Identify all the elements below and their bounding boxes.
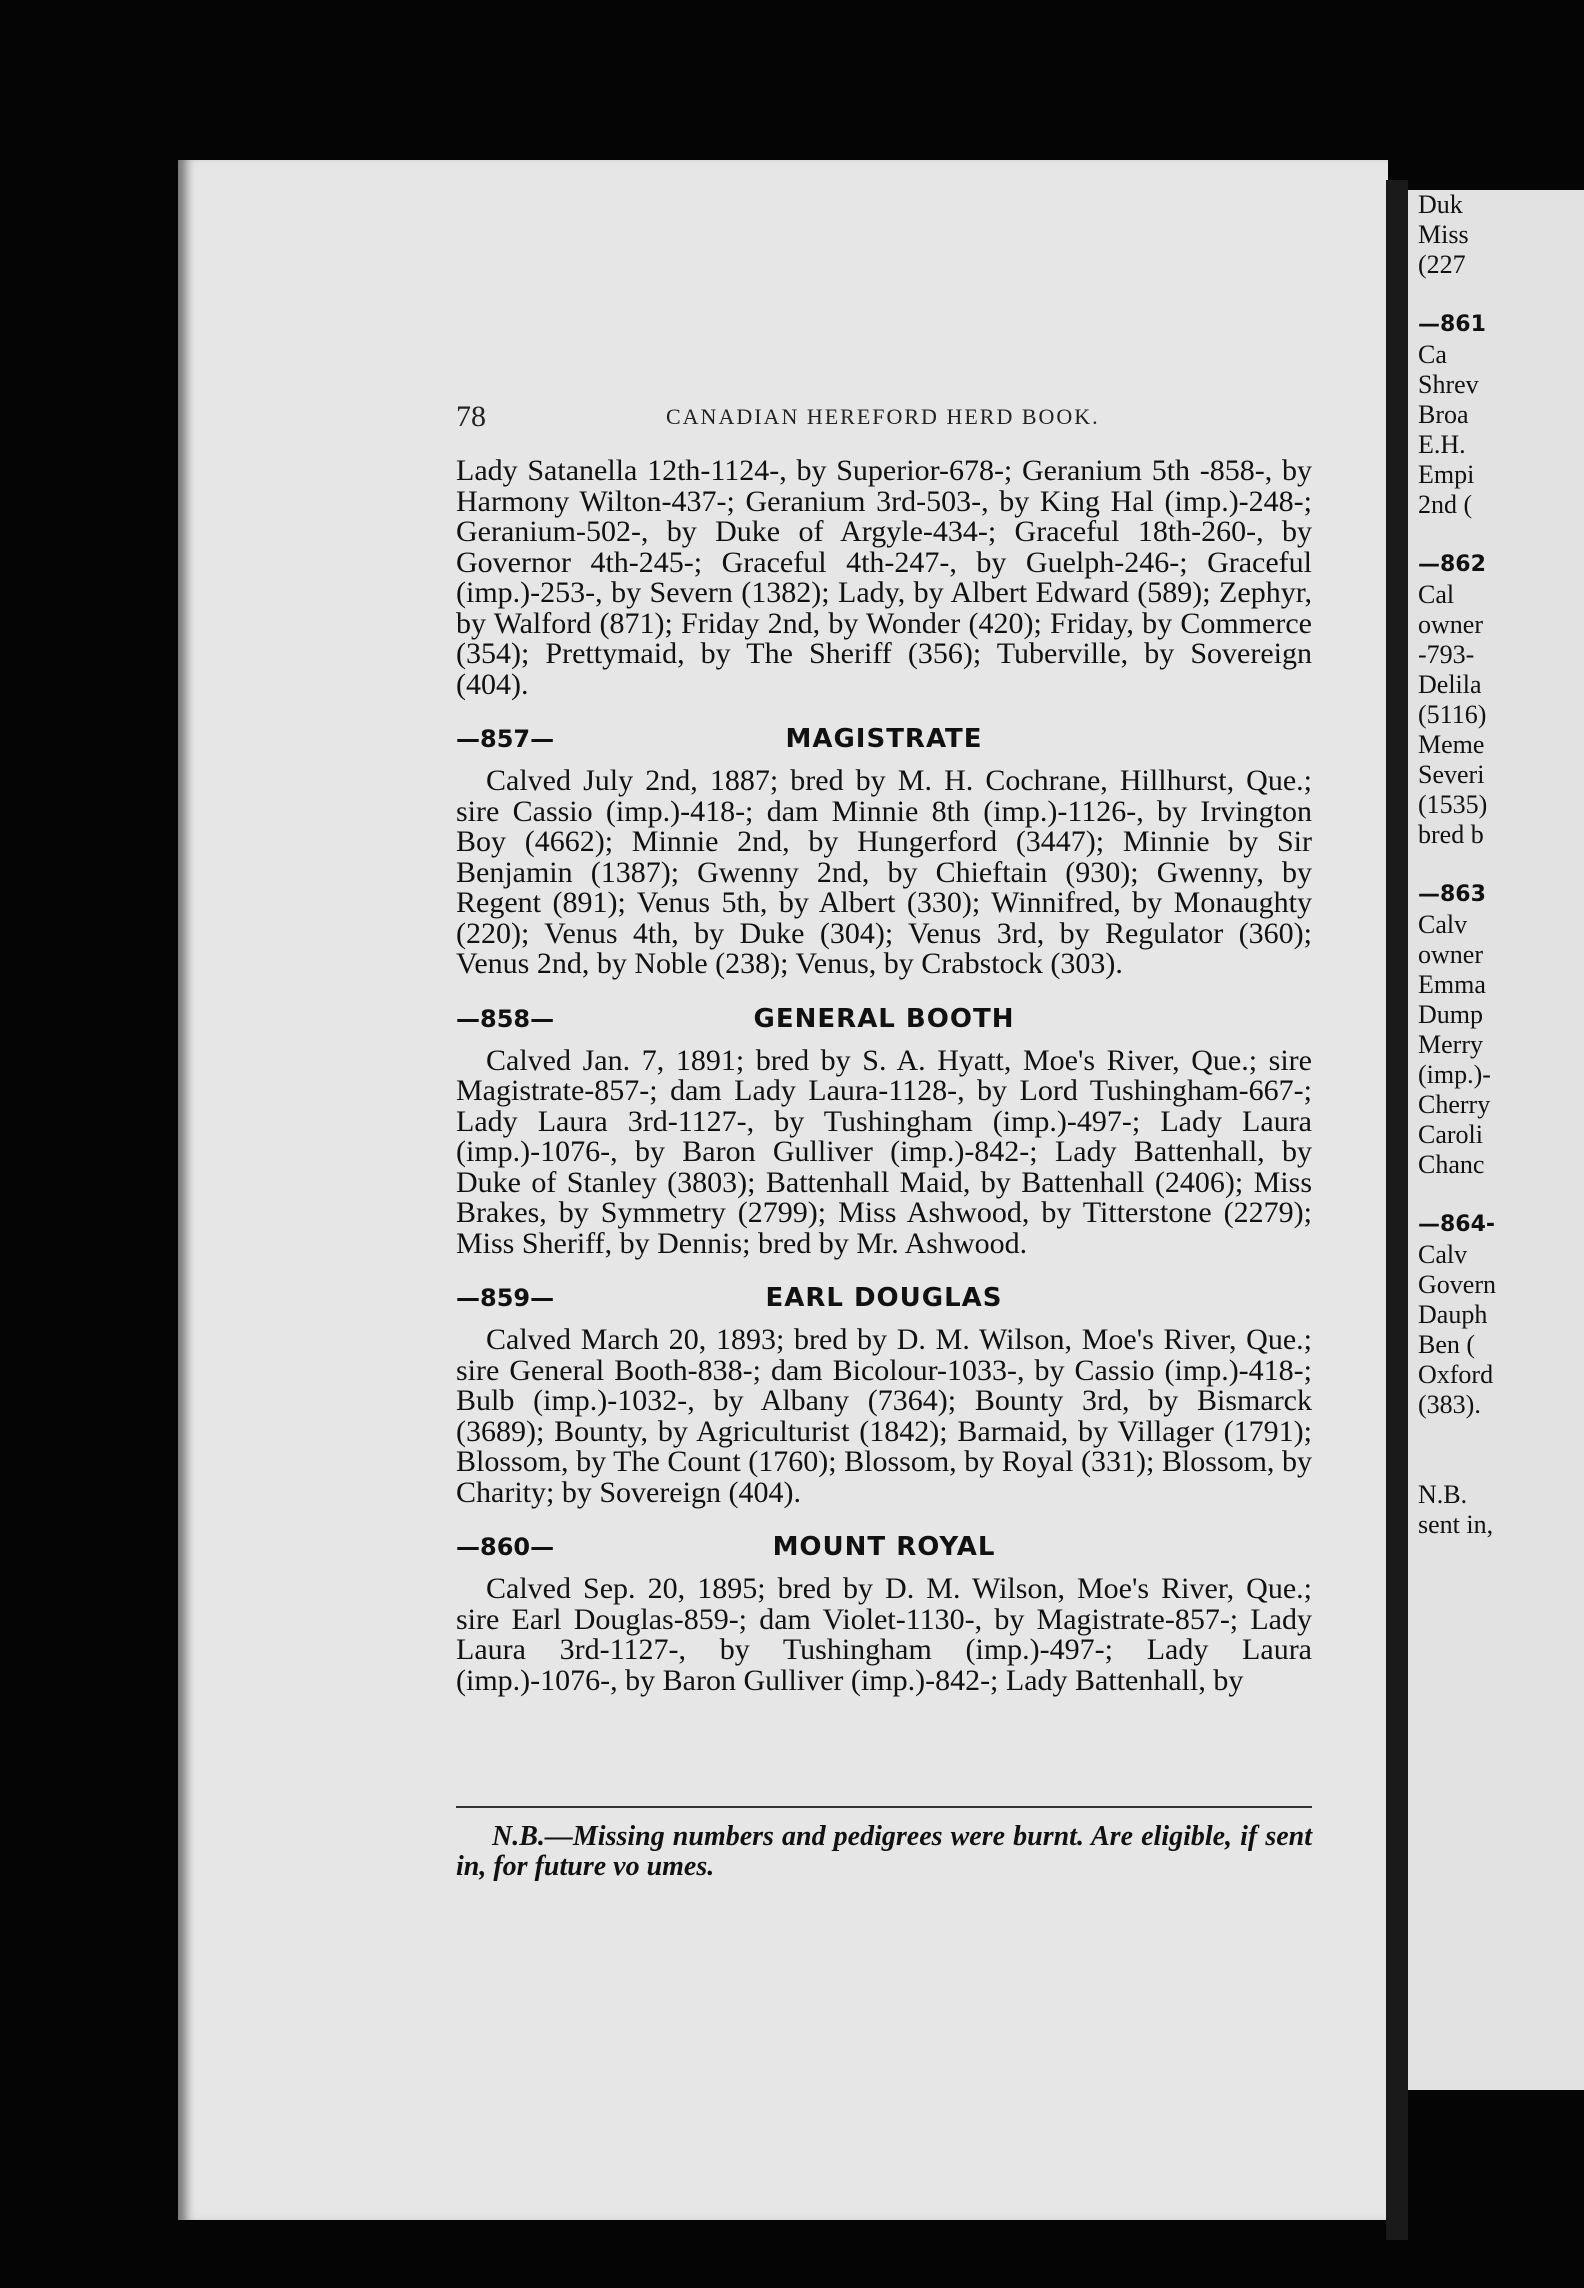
- right-page-line: E.H.: [1418, 430, 1466, 459]
- entry-text: Calved March 20, 1893; bred by D. M. Wilson, Moe's River, Que.; sire General Booth-838-; dam Bicolour-1033-, by Cassio (imp.)-418-; Bulb (imp.)-1032-, by Albany (7364); Bounty 3rd, by Bismarck (3689); Bounty, by Agriculturist (1842); Barmaid, by Villager (1791); Blossom, by The Count (1760); Blossom, by Royal (331); Blossom, by Charity; by Sovereign (404).: [456, 1323, 1312, 1509]
- entry-heading: [456, 1004, 1312, 1034]
- right-page-line: Cherry: [1418, 1090, 1491, 1119]
- right-page-line: [1418, 1420, 1584, 1450]
- right-page-line: Miss: [1418, 220, 1469, 249]
- right-page-line: Ca: [1418, 340, 1447, 369]
- right-page-line: —862: [1418, 552, 1486, 577]
- right-page-line: [1418, 850, 1584, 880]
- right-page-line: (383).: [1418, 1390, 1481, 1419]
- right-page-line: 2nd (: [1418, 490, 1473, 519]
- right-page-line: owner: [1418, 610, 1483, 639]
- body-text: [456, 456, 1312, 1696]
- right-page-line: sent in,: [1418, 1510, 1494, 1539]
- running-head: CANADIAN HEREFORD HERD BOOK.: [666, 404, 1100, 429]
- right-page-line: Emma: [1418, 970, 1486, 999]
- right-page-line: Govern: [1418, 1270, 1496, 1299]
- right-page-line: Oxford: [1418, 1360, 1494, 1389]
- right-page-line: Merry: [1418, 1030, 1483, 1059]
- right-page-line: [1418, 280, 1584, 310]
- right-page-line: Chanc: [1418, 1150, 1485, 1179]
- entry-text: Calved Sep. 20, 1895; bred by D. M. Wilson, Moe's River, Que.; sire Earl Douglas-859-; dam Violet-1130-, by Magistrate-857-; Lady Laura 3rd-1127-, by Tushingham (imp.)-497-; Lady Laura (imp.)-1076-, by Baron Gulliver (imp.)-842-; Lady Battenhall, by: [456, 1572, 1312, 1697]
- right-page-line: (1535): [1418, 790, 1488, 819]
- intro-paragraph: Lady Satanella 12th-1124-, by Superior-678-; Geranium 5th -858-, by Harmony Wilton-437-; Geranium 3rd-503-, by King Hal (imp.)-248-; Geranium-502-, by Duke of Argyle-434-; Graceful 18th-260-, by Governor 4th-245-; Graceful 4th-247-, by Guelph-246-; Graceful (imp.)-253-, by Severn (1382); Lady, by Albert Edward (589); Zephyr, by Walford (871); Friday 2nd, by Wonder (420); Friday, by Commerce (354); Prettymaid, by The Sheriff (356); Tuberville, by Sovereign (404).: [456, 454, 1312, 701]
- entry-number: —859—: [456, 1284, 555, 1312]
- right-page-line: Cal: [1418, 580, 1455, 609]
- entry-name: GENERAL BOOTH: [753, 1003, 1015, 1034]
- right-page-line: Caroli: [1418, 1120, 1483, 1149]
- entry-number: —858—: [456, 1004, 555, 1033]
- entry-name: MOUNT ROYAL: [772, 1532, 996, 1562]
- right-page-line: -793-: [1418, 640, 1475, 669]
- entry-heading: [456, 1283, 1312, 1313]
- book-gutter: [1386, 180, 1408, 2240]
- right-page-line: —864-: [1418, 1212, 1496, 1237]
- entry-number: —860—: [456, 1533, 555, 1561]
- right-page-line: [1418, 520, 1584, 550]
- page-number: 78: [456, 400, 486, 433]
- entry-name: MAGISTRATE: [785, 724, 983, 754]
- right-page-line: [1418, 1450, 1584, 1480]
- entry-name: EARL DOUGLAS: [765, 1283, 1003, 1313]
- right-page-line: (227: [1418, 250, 1466, 279]
- entry-text: Calved July 2nd, 1887; bred by M. H. Cochrane, Hillhurst, Que.; sire Cassio (imp.)-418-; dam Minnie 8th (imp.)-1126-, by Irvington Boy (4662); Minnie 2nd, by Hungerford (3447); Minnie by Sir Benjamin (1387); Gwenny 2nd, by Chieftain (930); Gwenny, by Regent (891); Venus 5th, by Albert (330); Winnifred, by Monaughty (220); Venus 4th, by Duke (304); Venus 3rd, by Regulator (360); Venus 2nd, by Noble (238); Venus, by Crabstock (303).: [456, 764, 1312, 980]
- right-page-line: Dauph: [1418, 1300, 1488, 1329]
- right-page-fragments: [1418, 190, 1584, 1540]
- right-page-line: Ben (: [1418, 1330, 1476, 1359]
- right-page-line: owner: [1418, 940, 1483, 969]
- right-page-line: Delila: [1418, 670, 1482, 699]
- right-page-line: (5116): [1418, 700, 1487, 729]
- entry-heading: [456, 1532, 1312, 1562]
- entry-number: —857—: [456, 725, 555, 753]
- right-page-line: Empi: [1418, 460, 1475, 489]
- right-page-line: —863: [1418, 882, 1486, 907]
- right-page-line: N.B.: [1418, 1480, 1468, 1509]
- right-page-line: (imp.)-: [1418, 1060, 1491, 1089]
- footnote: N.B.—Missing numbers and pedigrees were burnt. Are eligible, if sent in, for future vo umes.: [456, 1806, 1312, 1882]
- entry-text: Calved Jan. 7, 1891; bred by S. A. Hyatt, Moe's River, Que.; sire Magistrate-857-; dam Lady Laura-1128-, by Lord Tushingham-667-; Lady Laura 3rd-1127-, by Tushingham (imp.)-497-; Lady Laura (imp.)-1076-, by Baron Gulliver (imp.)-842-; Lady Battenhall, by Duke of Stanley (3803); Battenhall Maid, by Battenhall (2406); Miss Brakes, by Symmetry (2799); Miss Ashwood, by Titterstone (2279); Miss Sheriff, by Dennis; bred by Mr. Ashwood.: [456, 1043, 1312, 1260]
- right-page-line: Broa: [1418, 400, 1469, 429]
- right-page-line: Calv: [1418, 1240, 1468, 1269]
- right-page-line: Severi: [1418, 760, 1485, 789]
- right-page-line: Dump: [1418, 1000, 1483, 1029]
- entry-heading: [456, 724, 1312, 754]
- right-page-line: Meme: [1418, 730, 1485, 759]
- right-page-line: Duk: [1418, 190, 1463, 219]
- right-page-line: [1418, 1180, 1584, 1210]
- right-page-line: Calv: [1418, 910, 1468, 939]
- right-page-line: bred b: [1418, 820, 1484, 849]
- right-page-line: —861: [1418, 312, 1486, 337]
- right-page: [1408, 190, 1584, 2090]
- right-page-line: Shrev: [1418, 370, 1479, 399]
